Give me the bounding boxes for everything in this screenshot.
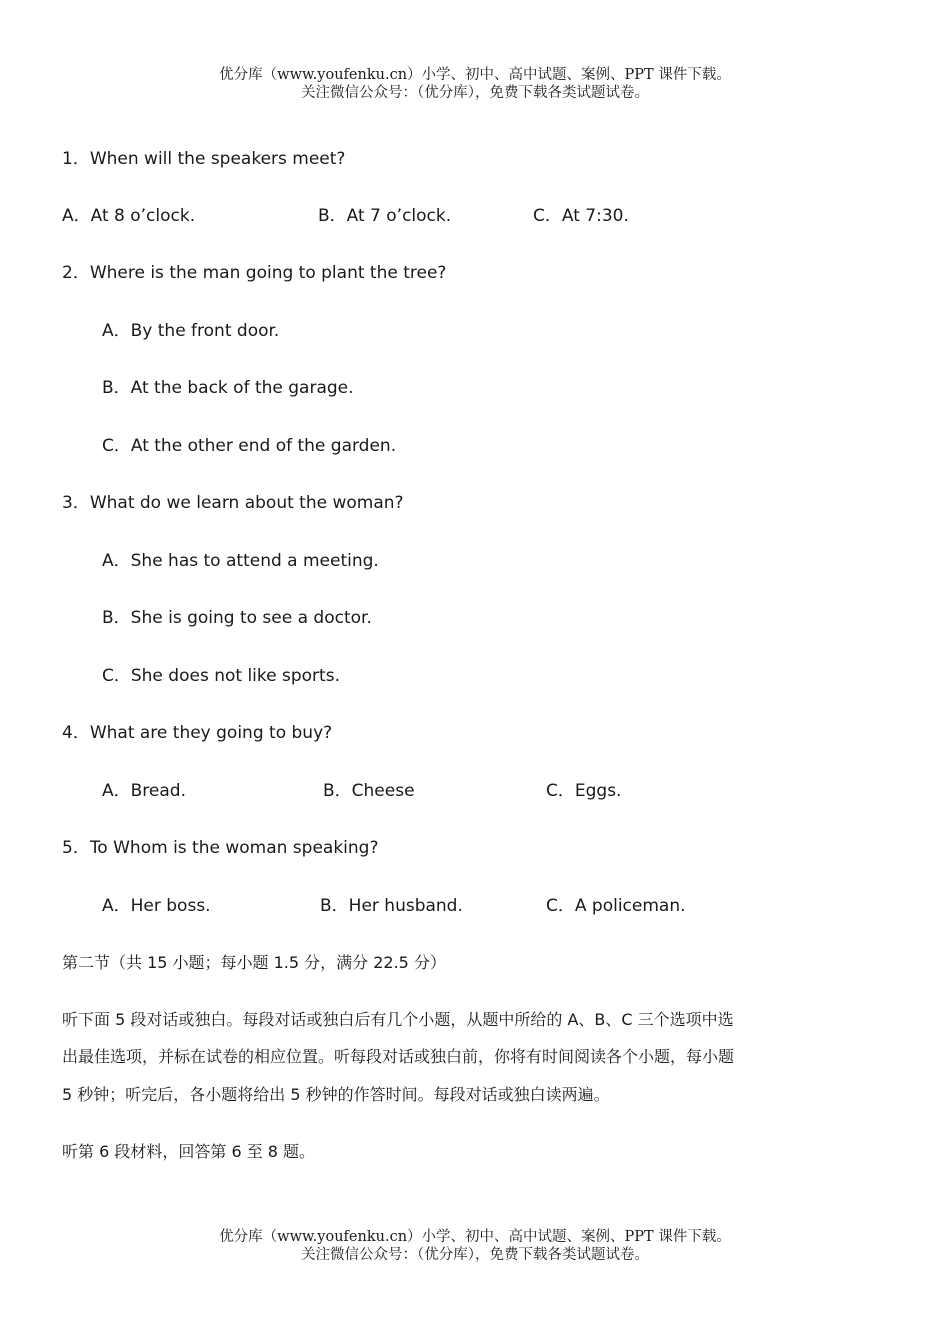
footer-line-2: 关注微信公众号：（优分库），免费下载各类试题试卷。	[301, 1247, 649, 1263]
page-header	[0, 66, 950, 102]
section-2-instruction-line-3: 5 秒钟；听完后，各小题将给出 5 秒钟的作答时间。每段对话或独白读两遍。	[62, 1085, 610, 1104]
section-2-material-note: 听第 6 段材料，回答第 6 至 8 题。	[62, 1142, 316, 1161]
question-5-option-c: C．A policeman.	[546, 896, 686, 916]
question-1-option-a: A．At 8 o’clock.	[62, 206, 196, 226]
section-2-title: 第二节（共 15 小题；每小题 1.5 分，满分 22.5 分）	[62, 953, 446, 972]
header-line-2: 关注微信公众号：（优分库），免费下载各类试题试卷。	[301, 85, 649, 101]
question-3-option-b: B．She is going to see a doctor.	[102, 608, 372, 628]
question-4-stem: 4．What are they going to buy?	[62, 723, 333, 743]
question-2-option-b: B．At the back of the garage.	[102, 378, 354, 398]
question-2-option-a: A．By the front door.	[102, 321, 280, 341]
question-4-option-a: A．Bread.	[102, 781, 186, 801]
question-1-option-c: C．At 7:30.	[533, 206, 629, 226]
question-1-stem: 1．When will the speakers meet?	[62, 149, 346, 169]
question-3-option-c: C．She does not like sports.	[102, 666, 340, 686]
question-2-stem: 2．Where is the man going to plant the tree?	[62, 263, 447, 283]
question-1-option-b: B．At 7 o’clock.	[318, 206, 452, 226]
question-3-stem: 3．What do we learn about the woman?	[62, 493, 404, 513]
header-line-1: 优分库（www.youfenku.cn）小学、初中、高中试题、案例、PPT 课件下载。	[219, 67, 731, 83]
question-3-option-a: A．She has to attend a meeting.	[102, 551, 379, 571]
question-5-option-a: A．Her boss.	[102, 896, 211, 916]
section-2-instruction-line-1: 听下面 5 段对话或独白。每段对话或独白后有几个小题，从题中所给的 A、B、C 三个选项中选	[62, 1010, 734, 1029]
question-4-option-b: B．Cheese	[323, 781, 415, 801]
question-4-option-c: C．Eggs.	[546, 781, 622, 801]
section-2-instruction-line-2: 出最佳选项，并标在试卷的相应位置。听每段对话或独白前，你将有时间阅读各个小题，每小题	[62, 1047, 735, 1066]
question-5-option-b: B．Her husband.	[320, 896, 463, 916]
question-5-stem: 5．To Whom is the woman speaking?	[62, 838, 379, 858]
question-2-option-c: C．At the other end of the garden.	[102, 436, 397, 456]
footer-line-1: 优分库（www.youfenku.cn）小学、初中、高中试题、案例、PPT 课件下载。	[219, 1229, 731, 1245]
page-footer	[0, 1228, 950, 1264]
